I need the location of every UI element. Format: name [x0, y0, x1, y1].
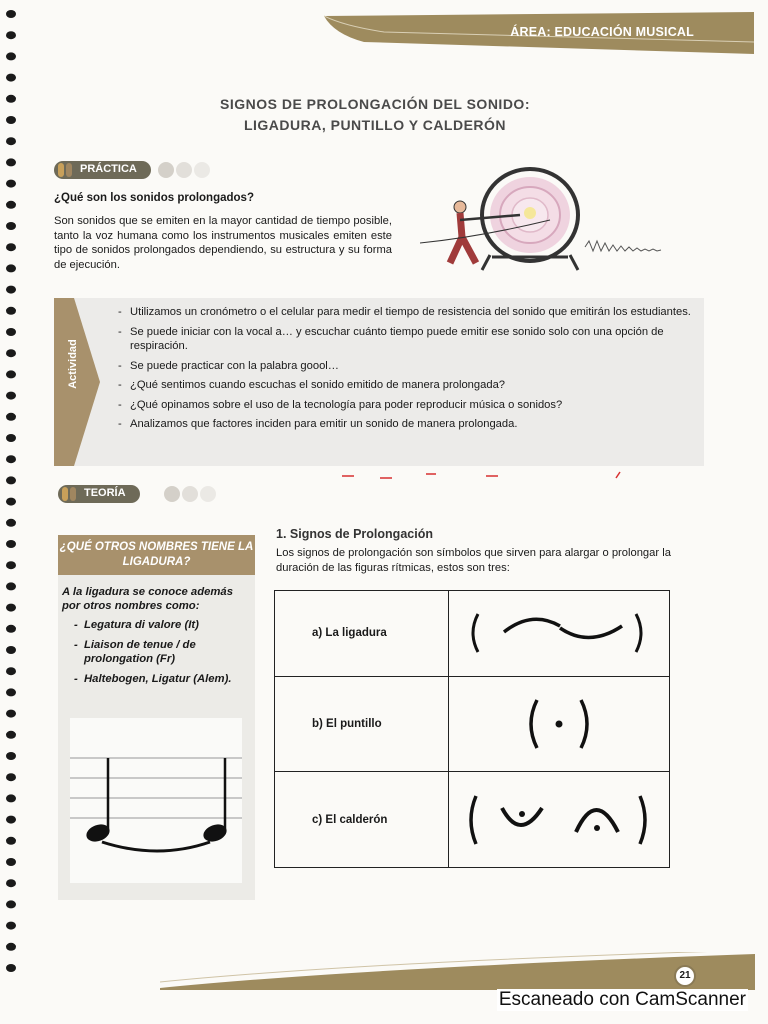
spiral-ring	[6, 540, 16, 548]
list-item: - Liaison de tenue / de prolongation (Fr)	[62, 638, 252, 666]
spiral-ring	[6, 476, 16, 484]
fermata-symbol-icon	[464, 792, 654, 848]
tie-symbol-icon	[464, 608, 654, 658]
spiral-ring	[6, 773, 16, 781]
spiral-ring	[6, 646, 16, 654]
spiral-ring	[6, 158, 16, 166]
section-paragraph: Los signos de prolongación son símbolos que sirven para alargar o prolongar la duración de las figuras rítmicas, estos son tres:	[276, 547, 671, 574]
page-title-line2: LIGADURA, PUNTILLO Y CALDERÓN	[243, 117, 507, 133]
spiral-ring	[6, 201, 16, 209]
sidebar-header: ¿QUÉ OTROS NOMBRES TIENE LA LIGADURA?	[58, 535, 255, 575]
sidebar-intro: A la ligadura se conoce además por otros nombres como:	[62, 586, 233, 612]
activity-item: - Se puede practicar con la palabra goool…	[118, 359, 693, 374]
spiral-ring	[6, 31, 16, 39]
spiral-ring	[6, 180, 16, 188]
spiral-ring	[6, 858, 16, 866]
spiral-ring	[6, 582, 16, 590]
spiral-binding	[0, 6, 22, 986]
practica-paragraph: Son sonidos que se emiten en la mayor cantidad de tiempo posible, tanto la voz humana como los instrumentos musicales emiten este tipo de sonidos prolongados dependiendo, su estructura y su forma de ejecución.	[54, 215, 392, 271]
spiral-ring	[6, 964, 16, 972]
spiral-ring	[6, 286, 16, 294]
tied-notes-illustration	[70, 718, 242, 883]
spiral-ring	[6, 561, 16, 569]
activity-item: - Se puede iniciar con la vocal a… y escuchar cuánto tiempo puede emitir ese sonido solo con una opción de respiración.	[118, 325, 693, 354]
table-row	[275, 676, 670, 772]
scanner-watermark: Escaneado con CamScanner	[498, 989, 746, 1010]
sidebar-names-list	[62, 618, 252, 686]
spiral-ring	[6, 879, 16, 887]
spiral-ring	[6, 816, 16, 824]
signs-table	[274, 590, 670, 868]
spiral-ring	[6, 137, 16, 145]
practica-question: ¿Qué son los sonidos prolongados?	[54, 192, 254, 204]
spiral-ring	[6, 370, 16, 378]
spiral-ring	[6, 943, 16, 951]
spiral-ring	[6, 837, 16, 845]
spiral-ring	[6, 413, 16, 421]
page-number: 21	[674, 965, 696, 987]
spiral-ring	[6, 116, 16, 124]
spiral-ring	[6, 710, 16, 718]
spiral-ring	[6, 52, 16, 60]
spiral-ring	[6, 688, 16, 696]
spiral-ring	[6, 604, 16, 612]
teoria-pill-label: TEORÍA	[84, 487, 126, 499]
spiral-ring	[6, 667, 16, 675]
activity-item: - ¿Qué sentimos cuando escuchas el sonido emitido de manera prolongada?	[118, 378, 693, 393]
activity-label: Actividad	[67, 339, 79, 389]
area-label: ÁREA: EDUCACIÓN MUSICAL	[510, 25, 694, 39]
spiral-ring	[6, 794, 16, 802]
spiral-ring	[6, 264, 16, 272]
sign-symbol-cell	[449, 676, 670, 772]
list-item: - Haltebogen, Ligatur (Alem).	[62, 672, 252, 686]
sign-name: c) El calderón	[275, 772, 449, 868]
spiral-ring	[6, 434, 16, 442]
sign-symbol-cell	[449, 772, 670, 868]
pen-marks	[280, 460, 640, 490]
activity-item: - Analizamos que factores inciden para emitir un sonido de manera prolongada.	[118, 417, 693, 432]
spiral-ring	[6, 455, 16, 463]
page-title-line1: SIGNOS DE PROLONGACIÓN DEL SONIDO:	[220, 96, 530, 112]
activity-item: - Utilizamos un cronómetro o el celular para medir el tiempo de resistencia del sonido que emitirán los estudiantes.	[118, 305, 693, 320]
sign-name: a) La ligadura	[275, 591, 449, 677]
spiral-ring	[6, 625, 16, 633]
sign-name: b) El puntillo	[275, 676, 449, 772]
activity-list	[118, 305, 693, 437]
spiral-ring	[6, 519, 16, 527]
spiral-ring	[6, 222, 16, 230]
sidebar-body	[62, 585, 252, 692]
activity-item: - ¿Qué opinamos sobre el uso de la tecnología para poder reproducir música o sonidos?	[118, 398, 693, 413]
gong-player-illustration	[420, 165, 705, 275]
table-row	[275, 591, 670, 677]
footer-band	[160, 952, 755, 992]
spiral-ring	[6, 307, 16, 315]
spiral-ring	[6, 498, 16, 506]
spiral-ring	[6, 328, 16, 336]
spiral-ring	[6, 95, 16, 103]
spiral-ring	[6, 900, 16, 908]
sign-symbol-cell	[449, 591, 670, 677]
spiral-ring	[6, 922, 16, 930]
spiral-ring	[6, 74, 16, 82]
table-row	[275, 772, 670, 868]
practica-pill	[54, 161, 151, 179]
spiral-ring	[6, 349, 16, 357]
spiral-ring	[6, 731, 16, 739]
dot-symbol-icon	[519, 696, 599, 752]
teoria-pill	[58, 485, 140, 503]
spiral-ring	[6, 752, 16, 760]
spiral-ring	[6, 243, 16, 251]
section-title: 1. Signos de Prolongación	[276, 527, 433, 541]
practica-pill-label: PRÁCTICA	[80, 163, 137, 175]
list-item: - Legatura di valore (It)	[62, 618, 252, 632]
spiral-ring	[6, 10, 16, 18]
spiral-ring	[6, 392, 16, 400]
